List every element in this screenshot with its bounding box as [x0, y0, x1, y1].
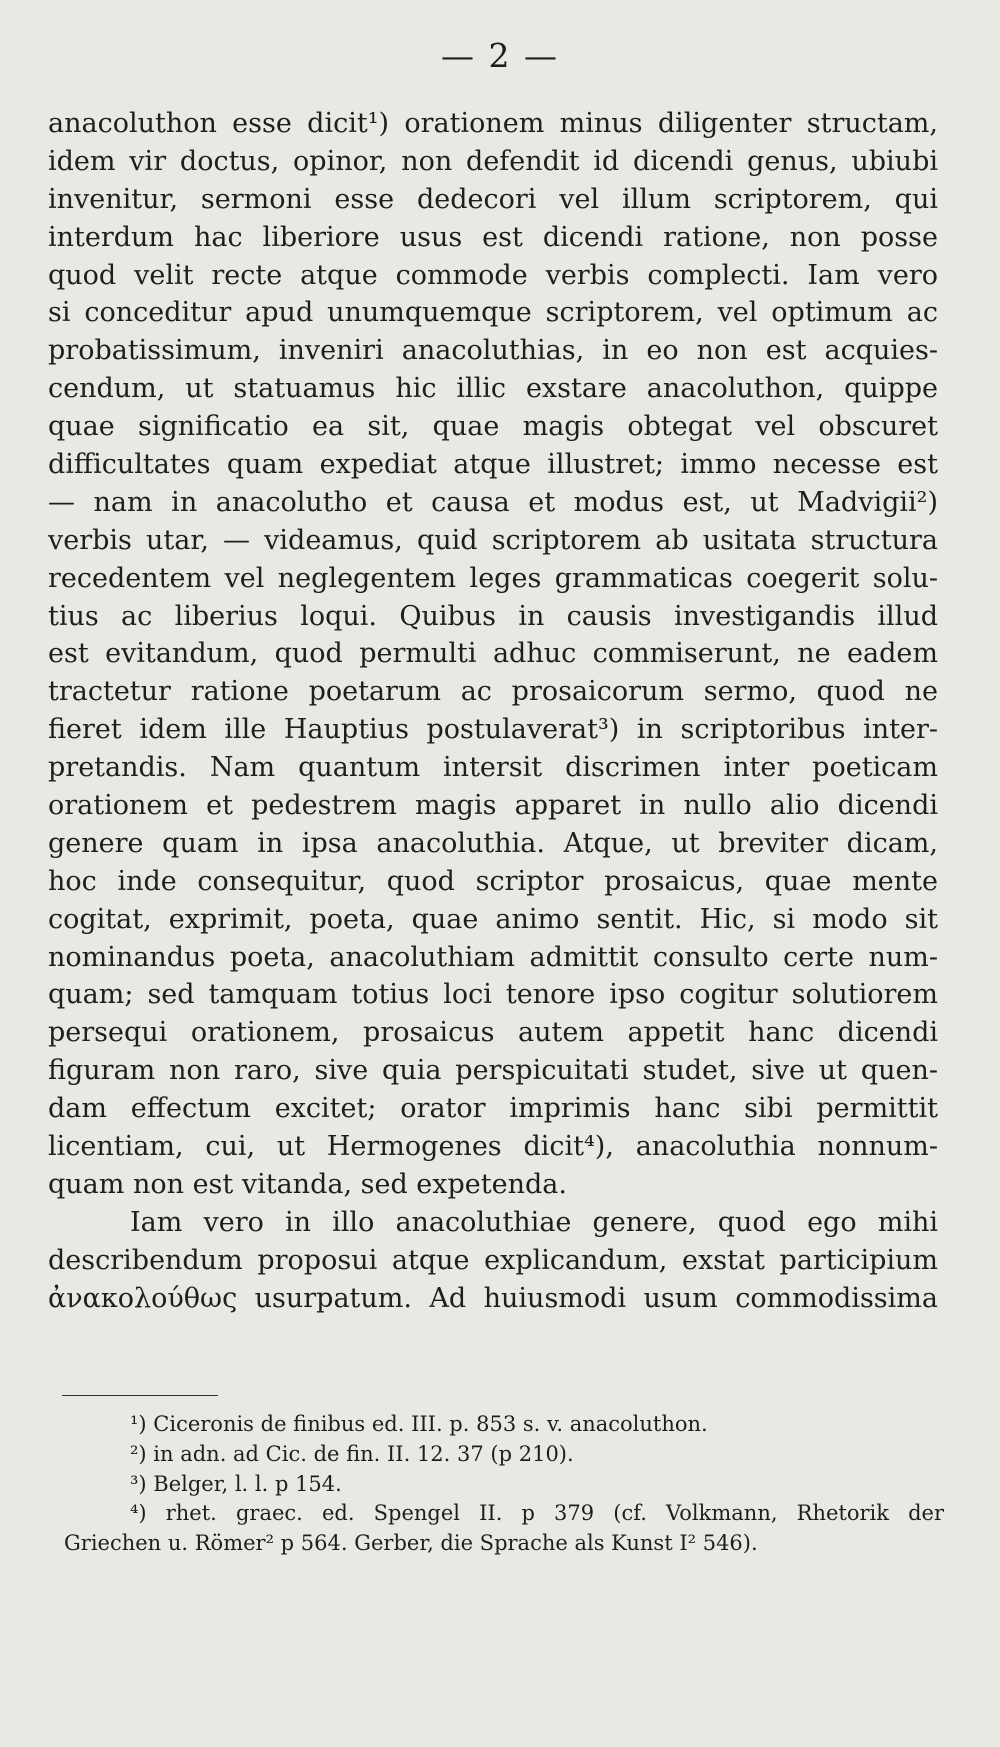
body-text	[48, 105, 938, 1318]
footnote: ²) in adn. ad Cic. de fin. II. 12. 37 (p 210).	[130, 1441, 574, 1466]
footnotes	[64, 1410, 944, 1559]
footnote: ¹) Ciceronis de finibus ed. III. p. 853 s. v. anacoluthon.	[130, 1412, 708, 1436]
body-line: quam non est vitanda, sed expetenda.	[48, 1168, 567, 1200]
body-line: anacoluthon esse dicit¹) orationem minus diligenter structam,	[48, 108, 938, 139]
body-line: est evitandum, quod permulti adhuc commiserunt, ne eadem	[48, 638, 938, 670]
body-line: invenitur, sermoni esse dedecori vel illum scriptorem, qui	[48, 183, 938, 215]
body-line: probatissimum, inveniri anacoluthias, in eo non est acquies-	[48, 335, 938, 367]
body-line: cogitat, exprimit, poeta, quae animo sentit. Hic, si modo sit	[48, 903, 938, 935]
page-number: — 2 —	[441, 36, 559, 75]
body-line: persequi orationem, prosaicus autem appetit hanc dicendi	[48, 1017, 938, 1049]
footnote-divider	[62, 1395, 218, 1396]
body-line: genere quam in ipsa anacoluthia. Atque, ut breviter dicam,	[48, 827, 938, 859]
body-line: figuram non raro, sive quia perspicuitati studet, sive ut quen-	[48, 1055, 938, 1087]
body-line: idem vir doctus, opinor, non defendit id dicendi genus, ubiubi	[48, 145, 938, 177]
body-line: si conceditur apud unumquemque scriptorem, vel optimum ac	[48, 297, 938, 329]
footnote-continuation: Griechen u. Römer² p 564. Gerber, die Sprache als Kunst I² 546).	[64, 1531, 758, 1556]
body-line: Iam vero in illo anacoluthiae genere, quod ego mihi	[130, 1206, 938, 1238]
body-line: — nam in anacolutho et causa et modus est, ut Madvigii²)	[48, 486, 938, 518]
body-line: tractetur ratione poetarum ac prosaicorum sermo, quod ne	[48, 676, 938, 708]
body-line: describendum proposui atque explicandum, exstat participium	[48, 1244, 938, 1276]
body-line: tius ac liberius loqui. Quibus in causis investigandis illud	[48, 600, 938, 632]
body-line: quod velit recte atque commode verbis complecti. Iam vero	[48, 259, 938, 291]
body-line: verbis utar, — videamus, quid scriptorem ab usitata structura	[48, 524, 938, 556]
body-line: cendum, ut statuamus hic illic exstare anacoluthon, quippe	[48, 373, 938, 405]
body-line: difficultates quam expediat atque illustret; immo necesse est	[48, 449, 938, 481]
body-line: orationem et pedestrem magis apparet in nullo alio dicendi	[48, 790, 938, 822]
footnote: ³) Belger, l. l. p 154.	[130, 1471, 342, 1496]
body-line: licentiam, cui, ut Hermogenes dicit⁴), anacoluthia nonnum-	[48, 1131, 938, 1163]
body-line: nominandus poeta, anacoluthiam admittit consulto certe num-	[48, 941, 938, 973]
body-line: ἀνακολούθως usurpatum. Ad huiusmodi usum commodissima	[48, 1282, 938, 1314]
body-line: dam effectum excitet; orator imprimis hanc sibi permittit	[48, 1093, 938, 1125]
body-line: quae significatio ea sit, quae magis obtegat vel obscuret	[48, 411, 938, 443]
body-line: pretandis. Nam quantum intersit discrimen inter poeticam	[48, 752, 938, 784]
body-line: quam; sed tamquam totius loci tenore ipso cogitur solutiorem	[48, 979, 938, 1011]
body-line: interdum hac liberiore usus est dicendi ratione, non posse	[48, 221, 938, 253]
footnote: ⁴) rhet. graec. ed. Spengel II. p 379 (cf. Volkmann, Rhetorik der	[130, 1501, 944, 1526]
body-line: fieret idem ille Hauptius postulaverat³) in scriptoribus inter-	[48, 714, 938, 746]
body-line: hoc inde consequitur, quod scriptor prosaicus, quae mente	[48, 865, 938, 897]
body-line: recedentem vel neglegentem leges grammaticas coegerit solu-	[48, 562, 938, 594]
